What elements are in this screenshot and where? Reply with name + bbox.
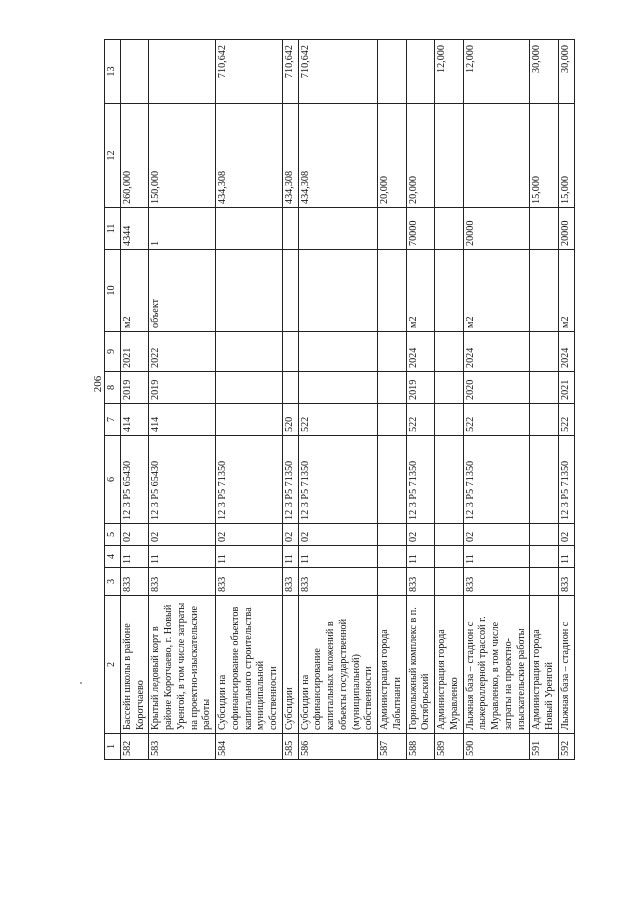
table-cell-c3: 833 [406, 568, 435, 596]
table-cell-c11: 1 [149, 208, 216, 250]
table-row [406, 40, 435, 760]
table-cell-c7: 414 [120, 404, 149, 436]
table-cell-c9 [530, 332, 559, 372]
table-cell-c10 [298, 250, 378, 332]
header-cell: 12 [105, 104, 121, 208]
table-cell-c11: 4344 [120, 208, 149, 250]
table-cell-c7: 522 [298, 404, 378, 436]
table-cell-c13: 12,000 [463, 40, 530, 104]
header-cell: 2 [105, 596, 121, 734]
table-row [558, 40, 574, 760]
table-cell-c2: Лыжная база – стадион с [558, 596, 574, 734]
table-cell-c4: 11 [216, 546, 283, 568]
table-cell-c6: 12 3 P5 71350 [558, 436, 574, 524]
table-cell-c1: 589 [435, 734, 464, 760]
table-cell-c9: 2024 [463, 332, 530, 372]
table-cell-c10: м2 [463, 250, 530, 332]
table-cell-c13: 12,000 [435, 40, 464, 104]
header-cell: 11 [105, 208, 121, 250]
table-cell-c13 [378, 40, 407, 104]
header-cell: 10 [105, 250, 121, 332]
table-row [282, 40, 298, 760]
table-cell-c4 [530, 546, 559, 568]
table-cell-c11 [216, 208, 283, 250]
table-cell-c3: 833 [216, 568, 283, 596]
header-cell: 13 [105, 40, 121, 104]
budget-table [104, 39, 575, 760]
table-cell-c2: Субсидии на софинансирование объектов капитального строительства муниципальной собственности [216, 596, 283, 734]
header-cell: 4 [105, 546, 121, 568]
table-cell-c12: 434,308 [282, 104, 298, 208]
table-cell-c13: 710,642 [298, 40, 378, 104]
table-cell-c9 [282, 332, 298, 372]
table-cell-c11: 20000 [558, 208, 574, 250]
header-cell: 7 [105, 404, 121, 436]
table-cell-c3: 833 [282, 568, 298, 596]
header-cell: 1 [105, 734, 121, 760]
table-cell-c5: 02 [149, 524, 216, 546]
table-cell-c8: 2020 [463, 372, 530, 404]
table-cell-c12: 20,000 [378, 104, 407, 208]
table-row [435, 40, 464, 760]
table-cell-c8: 2019 [149, 372, 216, 404]
table-cell-c4: 11 [282, 546, 298, 568]
table-cell-c1: 584 [216, 734, 283, 760]
table-cell-c2: Горнолыжный комплекс в п. Октябрьский [406, 596, 435, 734]
table-cell-c12: 150,000 [149, 104, 216, 208]
table-cell-c6: 12 3 P5 71350 [463, 436, 530, 524]
table-cell-c5 [378, 524, 407, 546]
table-cell-c5: 02 [463, 524, 530, 546]
table-cell-c5: 02 [406, 524, 435, 546]
table-cell-c10: м2 [558, 250, 574, 332]
table-cell-c7: 522 [463, 404, 530, 436]
table-cell-c7 [216, 404, 283, 436]
table-cell-c2: Субсидии [282, 596, 298, 734]
header-cell: 6 [105, 436, 121, 524]
header-cell: 9 [105, 332, 121, 372]
table-row [298, 40, 378, 760]
table-cell-c13 [406, 40, 435, 104]
table-cell-c4 [435, 546, 464, 568]
table-header-row [105, 40, 121, 760]
table-cell-c7: 414 [149, 404, 216, 436]
table-cell-c1: 590 [463, 734, 530, 760]
table-cell-c11 [530, 208, 559, 250]
table-cell-c4: 11 [558, 546, 574, 568]
table-cell-c1: 588 [406, 734, 435, 760]
table-cell-c7 [435, 404, 464, 436]
table-cell-c8 [298, 372, 378, 404]
scan-dot [80, 682, 82, 684]
table-row [463, 40, 530, 760]
table-cell-c5 [530, 524, 559, 546]
table-cell-c9: 2021 [120, 332, 149, 372]
table-cell-c9: 2022 [149, 332, 216, 372]
table-cell-c8: 2021 [558, 372, 574, 404]
table-cell-c11 [298, 208, 378, 250]
table-cell-c5: 02 [282, 524, 298, 546]
table-cell-c11 [282, 208, 298, 250]
table-cell-c8 [435, 372, 464, 404]
table-cell-c2: Бассейн школы в районе Коротчаево [120, 596, 149, 734]
table-cell-c1: 582 [120, 734, 149, 760]
table-cell-c8: 2019 [406, 372, 435, 404]
table-cell-c12 [463, 104, 530, 208]
table-cell-c1: 587 [378, 734, 407, 760]
table-cell-c3 [378, 568, 407, 596]
table-cell-c12: 15,000 [558, 104, 574, 208]
table-cell-c13: 710,642 [216, 40, 283, 104]
table-cell-c12: 260,000 [120, 104, 149, 208]
table-cell-c7: 522 [558, 404, 574, 436]
table-cell-c7 [530, 404, 559, 436]
table-cell-c12: 434,308 [216, 104, 283, 208]
table-cell-c6: 12 3 P5 71350 [216, 436, 283, 524]
table-cell-c11 [378, 208, 407, 250]
table-cell-c3: 833 [120, 568, 149, 596]
table-cell-c13 [149, 40, 216, 104]
header-cell: 5 [105, 524, 121, 546]
table-cell-c5: 02 [558, 524, 574, 546]
table-cell-c11 [435, 208, 464, 250]
table-cell-c3: 833 [298, 568, 378, 596]
table-cell-c10 [216, 250, 283, 332]
table-cell-c12: 434,308 [298, 104, 378, 208]
table-cell-c2: Субсидии на софинансирование капитальных вложений в объекты государственной (муниципальной) собственности [298, 596, 378, 734]
table-cell-c8: 2019 [120, 372, 149, 404]
table-cell-c3: 833 [463, 568, 530, 596]
table-cell-c10 [530, 250, 559, 332]
table-cell-c9 [298, 332, 378, 372]
table-cell-c7 [378, 404, 407, 436]
table-cell-c8 [530, 372, 559, 404]
table-cell-c11: 20000 [463, 208, 530, 250]
table-cell-c6: 12 3 P5 65430 [149, 436, 216, 524]
table-cell-c9 [216, 332, 283, 372]
table-cell-c8 [282, 372, 298, 404]
table-cell-c12: 15,000 [530, 104, 559, 208]
table-cell-c1: 585 [282, 734, 298, 760]
table-row [530, 40, 559, 760]
table-cell-c5: 02 [216, 524, 283, 546]
table-cell-c8 [216, 372, 283, 404]
table-cell-c8 [378, 372, 407, 404]
table-row [378, 40, 407, 760]
page-number: 206 [92, 375, 104, 393]
table-row [216, 40, 283, 760]
table-cell-c1: 591 [530, 734, 559, 760]
table-cell-c6 [435, 436, 464, 524]
table-cell-c6: 12 3 P5 71350 [298, 436, 378, 524]
header-cell: 8 [105, 372, 121, 404]
table-cell-c9 [435, 332, 464, 372]
table-cell-c10: м2 [406, 250, 435, 332]
table-cell-c2: Крытый ледовый корт в районе Коротчаево, г. Новый Уренгой, в том числе затраты на проектно-изыскательские работы [149, 596, 216, 734]
table-cell-c6: 12 3 P5 71350 [282, 436, 298, 524]
table-body [120, 40, 574, 760]
table-cell-c3: 833 [149, 568, 216, 596]
table-row [120, 40, 149, 760]
table-cell-c6: 12 3 P5 71350 [406, 436, 435, 524]
table-cell-c10 [435, 250, 464, 332]
table-cell-c9: 2024 [406, 332, 435, 372]
header-cell: 3 [105, 568, 121, 596]
table-cell-c6 [378, 436, 407, 524]
table-cell-c1: 586 [298, 734, 378, 760]
table-cell-c9: 2024 [558, 332, 574, 372]
table-cell-c6 [530, 436, 559, 524]
table-cell-c10 [282, 250, 298, 332]
table-cell-c2: Администрация города Лабытнанги [378, 596, 407, 734]
table-cell-c13: 30,000 [530, 40, 559, 104]
table-cell-c4: 11 [406, 546, 435, 568]
rotated-table-container [104, 40, 599, 760]
table-cell-c5: 02 [120, 524, 149, 546]
table-cell-c4: 11 [463, 546, 530, 568]
table-cell-c13 [120, 40, 149, 104]
table-cell-c4: 11 [149, 546, 216, 568]
table-cell-c1: 592 [558, 734, 574, 760]
table-cell-c3: 833 [558, 568, 574, 596]
table-cell-c13: 30,000 [558, 40, 574, 104]
table-cell-c3 [530, 568, 559, 596]
table-cell-c12 [435, 104, 464, 208]
table-cell-c3 [435, 568, 464, 596]
table-cell-c7: 522 [406, 404, 435, 436]
table-cell-c1: 583 [149, 734, 216, 760]
table-cell-c5: 02 [298, 524, 378, 546]
table-cell-c10 [378, 250, 407, 332]
table-cell-c4: 11 [298, 546, 378, 568]
table-cell-c13: 710,642 [282, 40, 298, 104]
table-cell-c5 [435, 524, 464, 546]
table-cell-c4: 11 [120, 546, 149, 568]
table-cell-c6: 12 3 P5 65430 [120, 436, 149, 524]
table-cell-c7: 520 [282, 404, 298, 436]
table-cell-c2: Администрация города Новый Уренгой [530, 596, 559, 734]
table-cell-c11: 70000 [406, 208, 435, 250]
table-cell-c10: м2 [120, 250, 149, 332]
table-cell-c4 [378, 546, 407, 568]
table-row [149, 40, 216, 760]
table-cell-c9 [378, 332, 407, 372]
table-cell-c10: объект [149, 250, 216, 332]
table-cell-c2: Администрация города Муравленко [435, 596, 464, 734]
table-cell-c12: 20,000 [406, 104, 435, 208]
table-cell-c2: Лыжная база – стадион с лыжероллерной трассой г. Муравленко, в том числе затраты на проектно-изыскательские работы [463, 596, 530, 734]
